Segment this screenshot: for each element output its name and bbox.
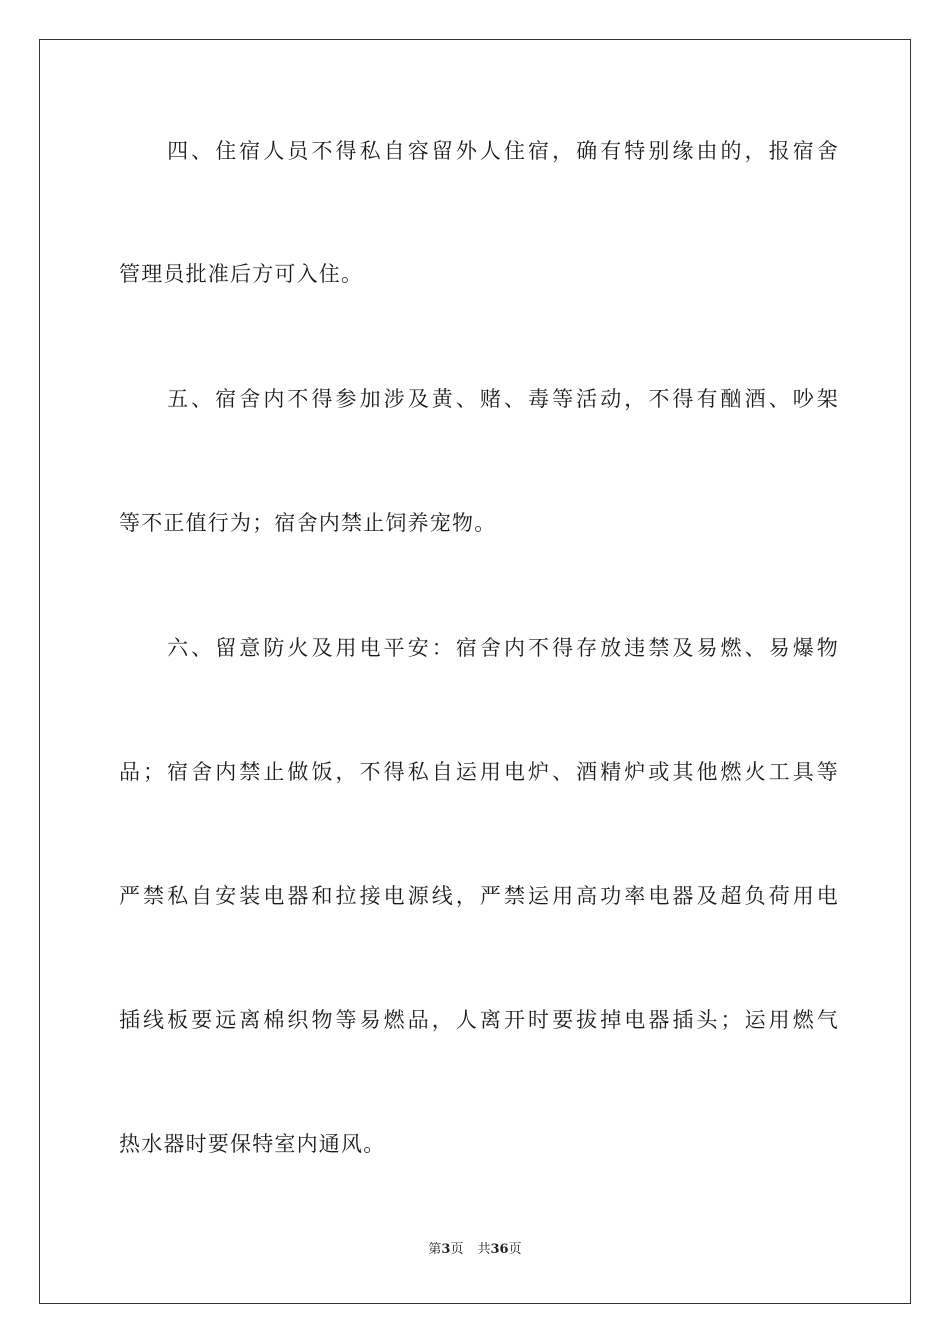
paragraph-5-line-2: 等不正值行为；宿舍内禁止饲养宠物。 [119,511,497,535]
paragraph-4-line-1: 四、住宿人员不得私自容留外人住宿，确有特别缘由的，报宿舍 [119,139,839,163]
page-border [39,39,911,1304]
paragraph-6-line-4: 插线板要远离棉织物等易燃品，人离开时要拔掉电器插头；运用燃气 [119,1008,839,1032]
paragraph-6-line-1: 六、留意防火及用电平安：宿舍内不得存放违禁及易燃、易爆物 [119,636,839,660]
paragraph-6-line-5: 热水器时要保特室内通风。 [119,1132,386,1156]
paragraph-4-line-2: 管理员批准后方可入住。 [119,262,364,286]
paragraph-6-line-3: 严禁私自安装电器和拉接电源线，严禁运用高功率电器及超负荷用电 [119,884,839,908]
total-prefix: 共 [477,1242,491,1257]
page-number: 3 [441,1242,451,1257]
paragraph-6-line-2: 品；宿舍内禁止做饭，不得私自运用电炉、酒精炉或其他燃火工具等 [119,760,839,784]
page-footer [0,1241,950,1259]
paragraph-5-line-1: 五、宿舍内不得参加涉及黄、赌、毒等活动，不得有酗酒、吵架 [119,387,839,411]
total-suffix: 页 [508,1242,522,1257]
page-prefix: 第 [428,1242,442,1257]
total-pages: 36 [490,1242,509,1257]
page-suffix: 页 [450,1242,464,1257]
